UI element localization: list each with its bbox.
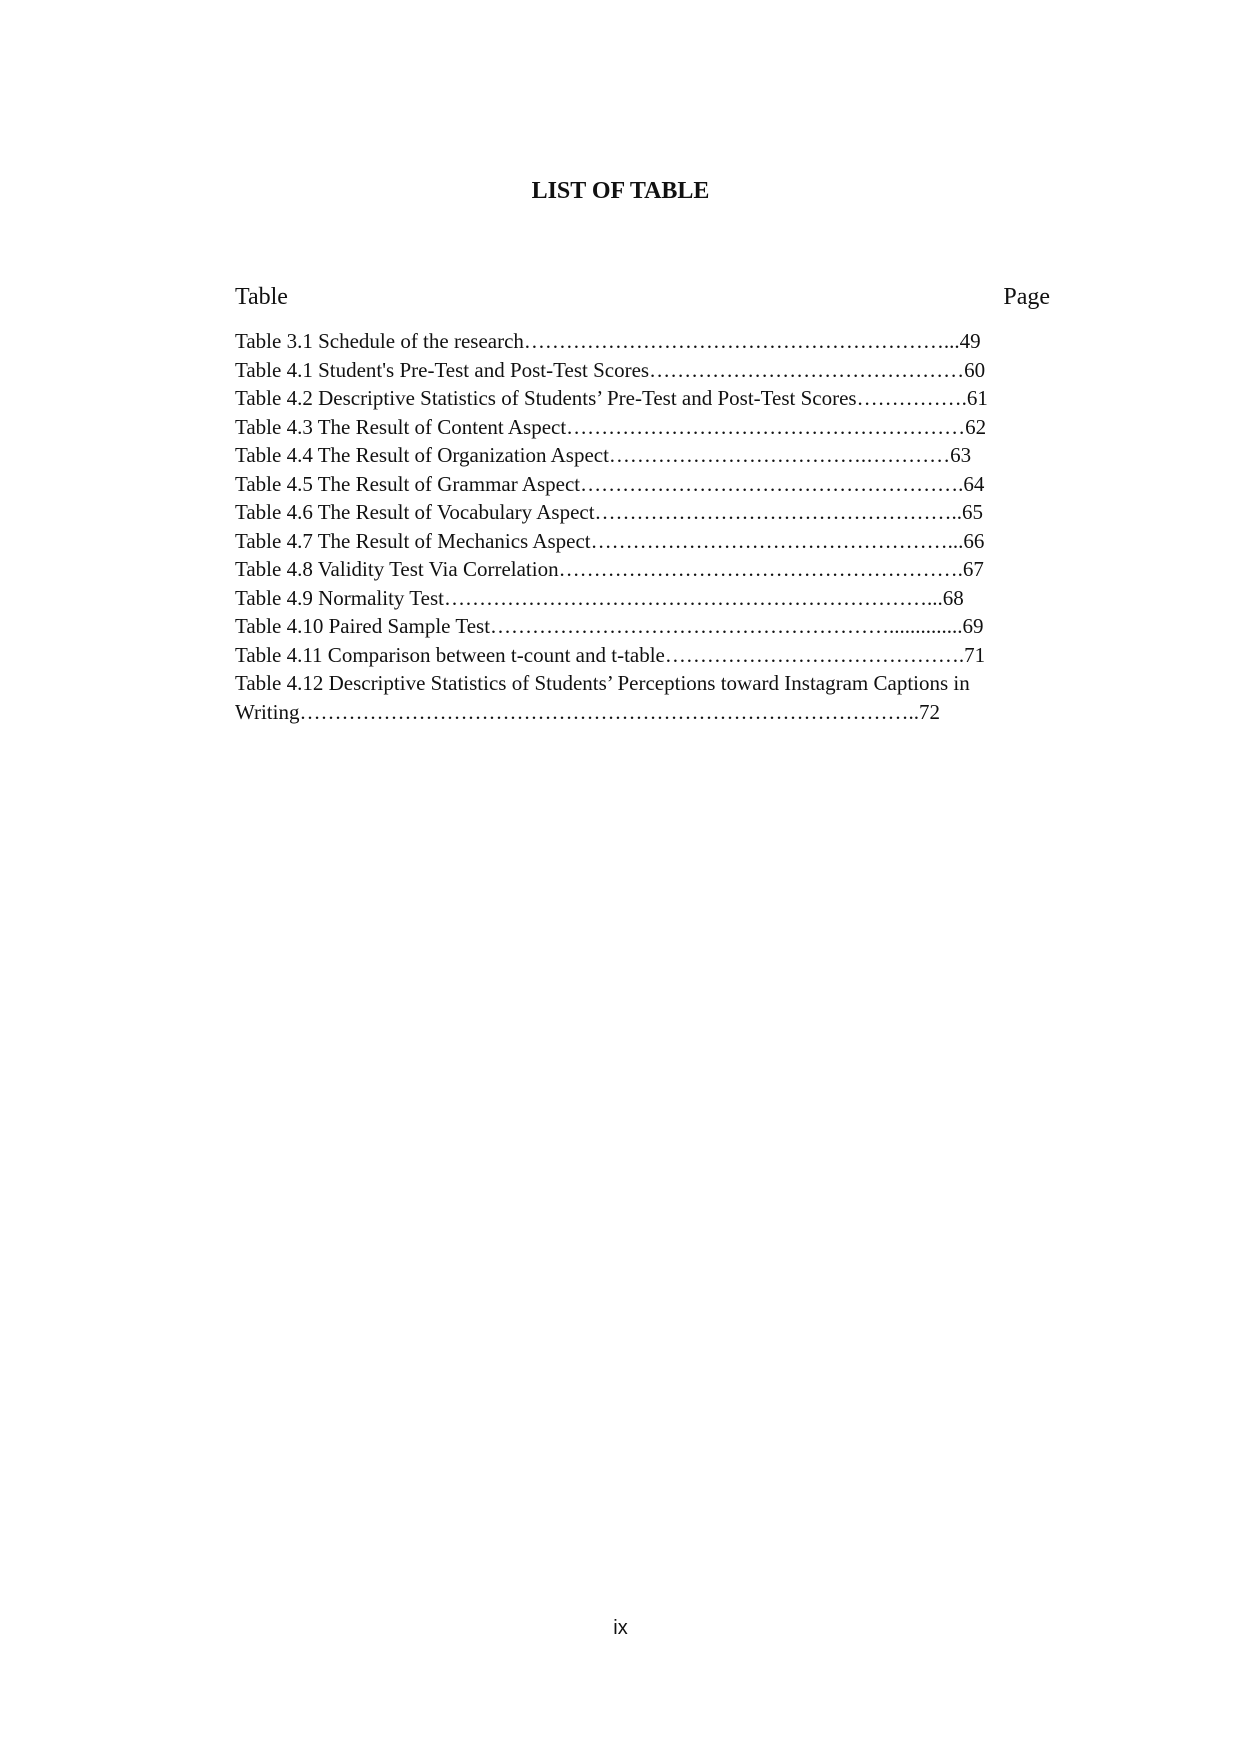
entry-page: 62 [965,414,987,439]
dot-leader: …………………………………………………. [558,557,963,581]
dot-leader: ……………………………………. [664,642,965,667]
entry-page: 65 [962,500,984,524]
entry-label: Table 4.7 The Result of Mechanics Aspect [235,528,591,553]
list-item[interactable] [235,669,1050,698]
page-title: LIST OF TABLE [531,178,710,204]
table-list [235,327,1050,726]
dot-leader: ………………………………………………… [566,414,966,439]
entry-label: Table 4.3 The Result of Content Aspect [235,414,567,439]
list-item[interactable] [235,698,1050,727]
entry-label: Table 4.6 The Result of Vocabulary Aspect [235,500,595,524]
entry-label: Table 4.1 Student's Pre-Test and Post-Test Scores [235,357,650,382]
list-item[interactable] [235,413,1050,442]
dot-leader: ………………………………………………. [580,471,964,496]
column-header-table: Table [235,284,288,310]
list-item[interactable] [235,327,1050,356]
list-item[interactable] [235,527,1050,556]
entry-label: Table 4.5 The Result of Grammar Aspect [235,471,581,496]
entry-page: 71 [964,642,986,667]
dot-leader: …………………………………………………………………………….. [299,699,919,724]
entry-label: Writing [235,699,300,724]
dot-leader: ……………………………….………… [608,443,951,467]
list-item[interactable] [235,498,1050,527]
dot-leader: ……………………………………………………………... [443,585,943,610]
entry-label: Table 4.4 The Result of Organization Aspect [235,443,609,467]
list-item[interactable] [235,555,1050,584]
dot-leader: ……………. [856,386,967,410]
entry-page: 61 [966,386,988,410]
list-item[interactable] [235,641,1050,670]
list-item[interactable] [235,356,1050,385]
entry-page: 49 [959,329,981,353]
entry-page: 72 [918,699,940,724]
entry-page: 60 [964,357,986,382]
entry-page: 67 [962,557,984,581]
dot-leader: ……………………………………… [649,357,965,382]
entry-label: Table 3.1 Schedule of the research [235,329,524,353]
page-number: ix [613,1617,628,1639]
entry-page: 66 [963,528,985,553]
dot-leader: …………………………………………….. [594,500,963,524]
list-item[interactable] [235,584,1050,613]
entry-page: 68 [942,585,964,610]
list-item[interactable] [235,470,1050,499]
entry-page: 69 [962,614,984,638]
list-item[interactable] [235,384,1050,413]
entry-label: Table 4.12 Descriptive Statistics of Students’ Perceptions toward Instagram Captions in [235,671,970,695]
dot-leader: ………………………………………………….............. [490,614,963,638]
entry-label: Table 4.8 Validity Test Via Correlation [235,557,559,581]
entry-label: Table 4.10 Paired Sample Test [235,614,491,638]
column-header-page: Page [1003,284,1050,310]
list-item[interactable] [235,441,1050,470]
list-item[interactable] [235,612,1050,641]
entry-page: 64 [963,471,985,496]
dot-leader: ……………………………………………... [590,528,964,553]
entry-label: Table 4.9 Normality Test [235,585,444,610]
dot-leader: ……………………………………………………... [523,329,960,353]
entry-label: Table 4.2 Descriptive Statistics of Students’ Pre-Test and Post-Test Scores [235,386,857,410]
entry-page: 63 [950,443,972,467]
entry-label: Table 4.11 Comparison between t-count and t-table [235,642,665,667]
